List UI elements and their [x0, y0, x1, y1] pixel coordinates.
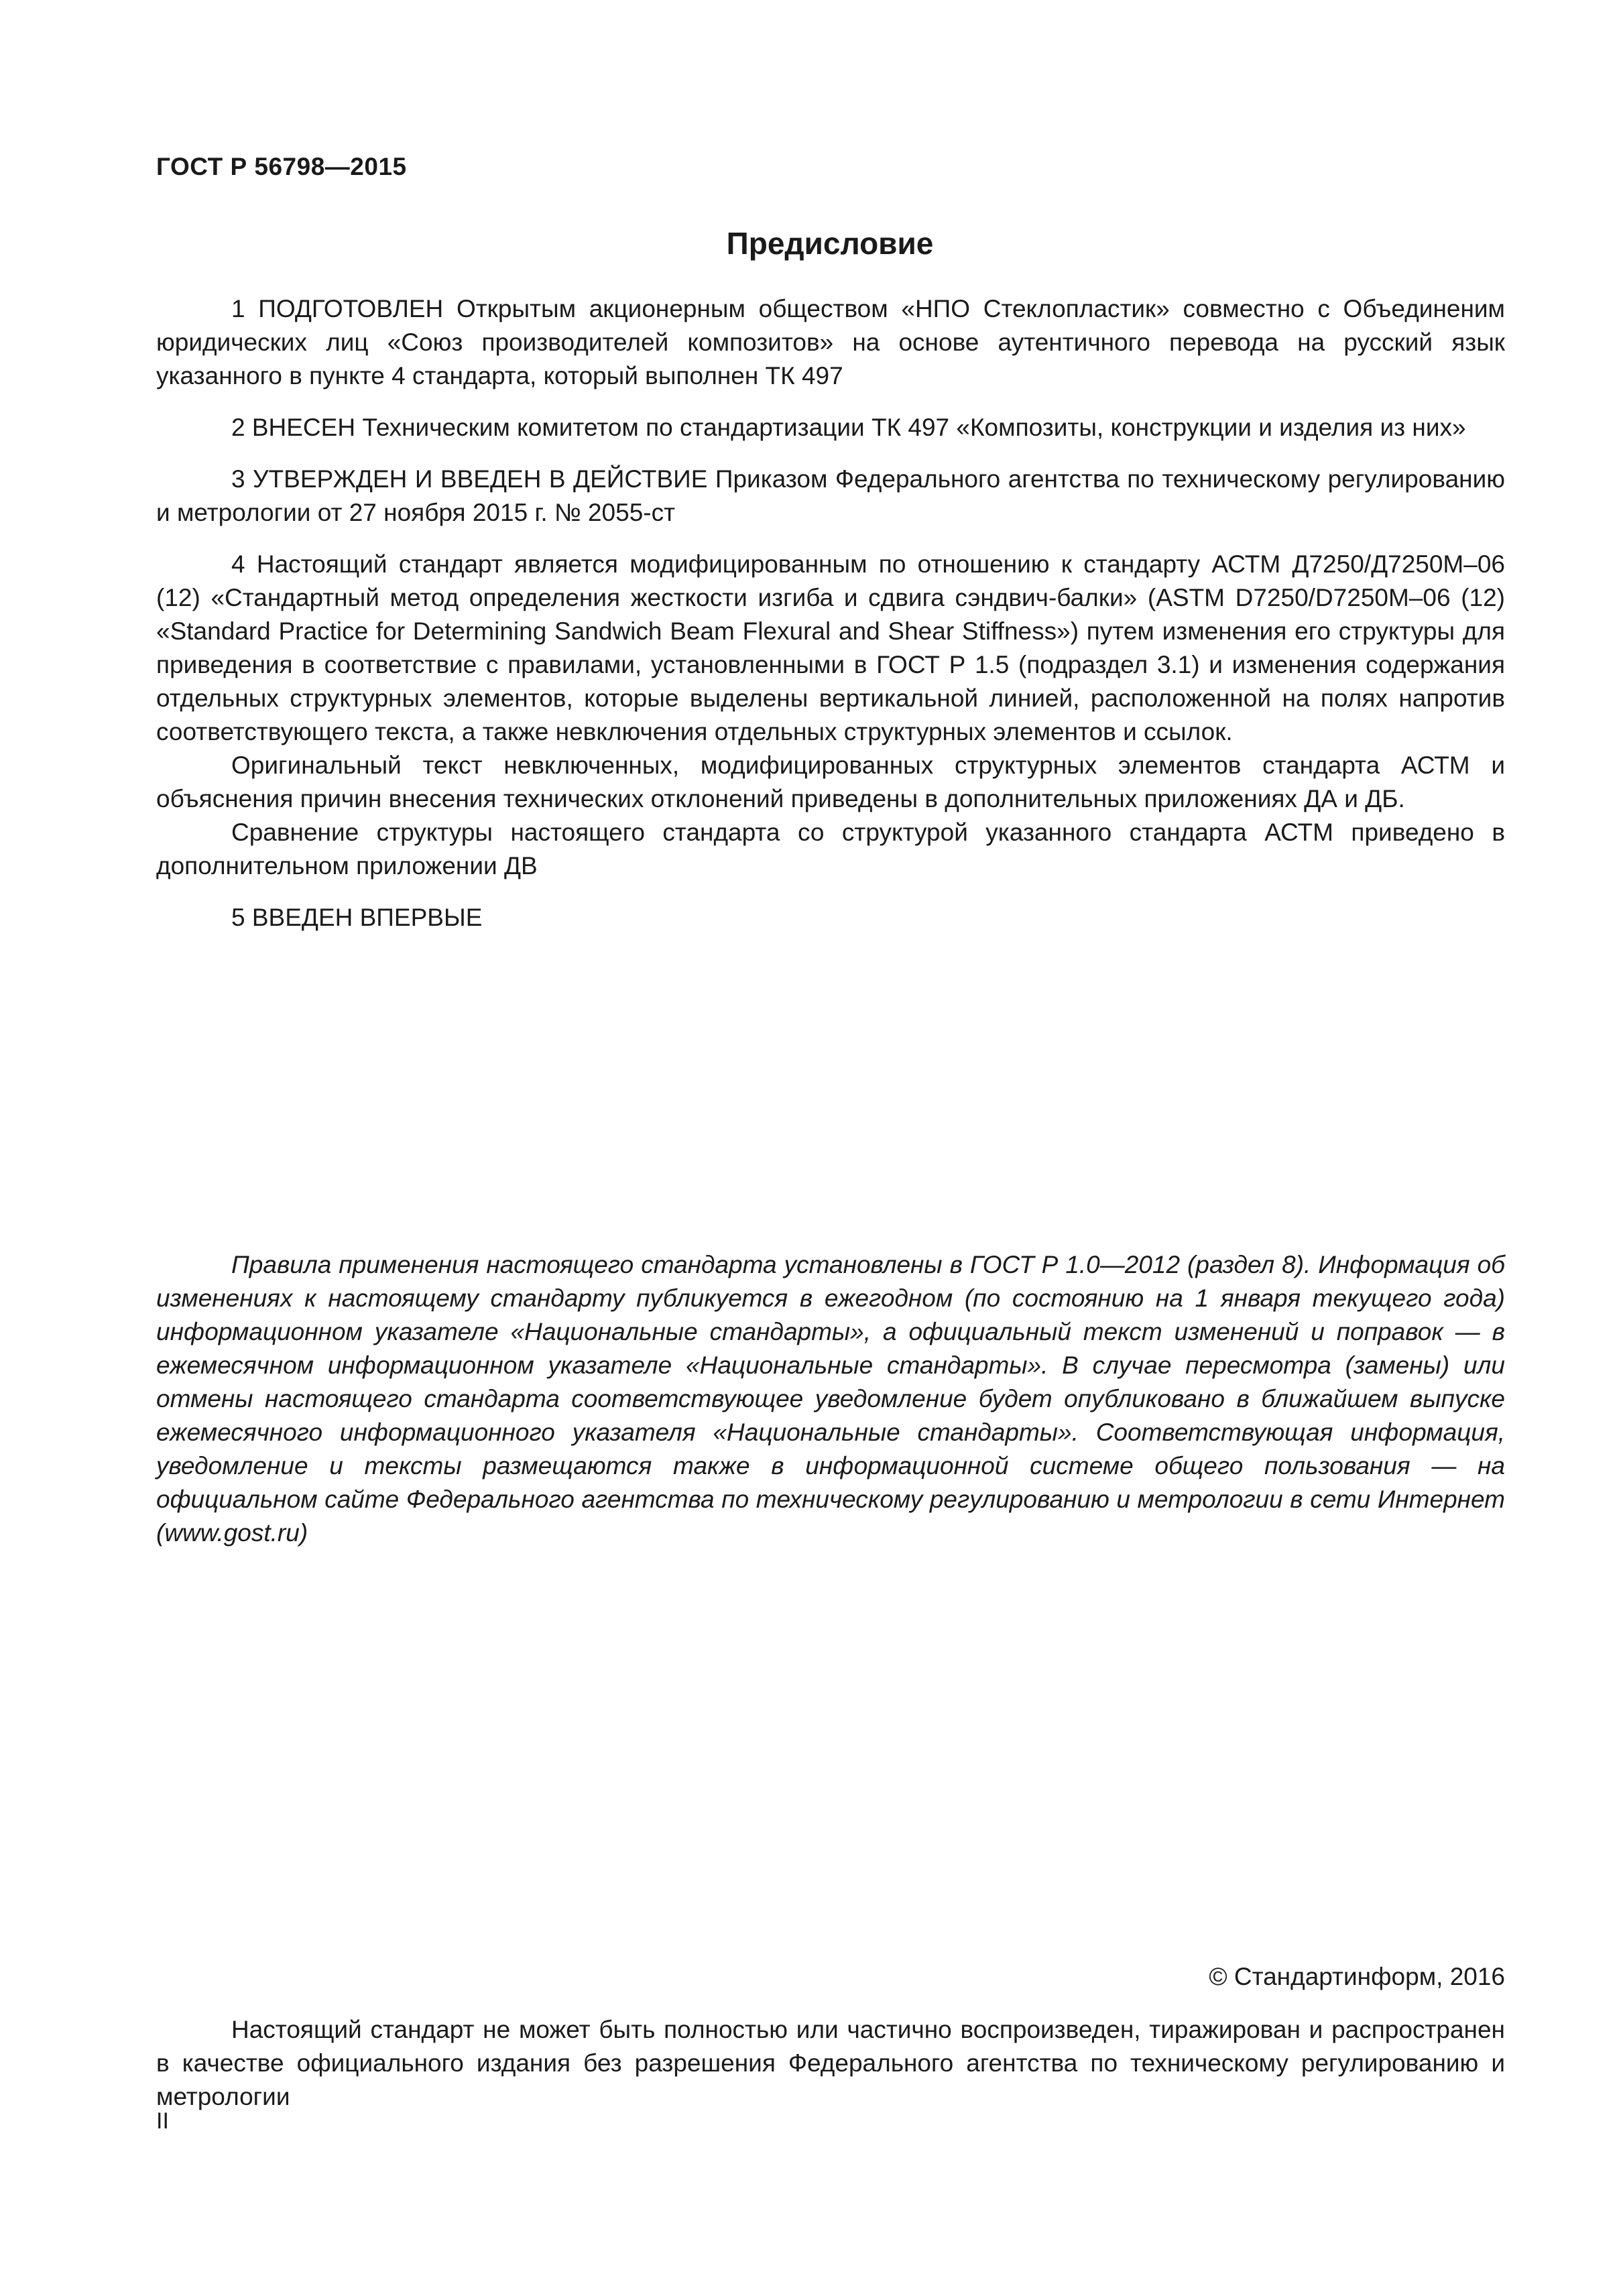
- preface-body: [156, 292, 1505, 934]
- preface-title: Предисловие: [726, 226, 934, 261]
- copyright-line: © Стандартинформ, 2016: [1209, 1963, 1505, 1990]
- rules-notice: [156, 1248, 1505, 1550]
- rules-notice-text: Правила применения настоящего стандарта установлены в ГОСТ Р 1.0—2012 (раздел 8). Информация об изменениях к настоящему стандарту публикуется в ежегодном (по состоянию на 1 января текущего года) информационном указателе «Национальные стандарты», а официальный текст изменений и поправок — в ежемесячном информационном указателе «Национальные стандарты». В случае пересмотра (замены) или отмены настоящего стандарта соответствующее уведомление будет опубликовано в ближайшем выпуске ежемесячного информационного указателя «Национальные стандарты». Соответствующая информация, уведомление и тексты размещаются также в информационной системе общего пользования — на официальном сайте Федерального агентства по техническому регулированию и метрологии в сети Интернет (www.gost.ru): [156, 1251, 1505, 1547]
- preface-item-4-structure-comparison: Сравнение структуры настоящего стандарта со структурой указанного стандарта АСТМ приведено в дополнительном приложении ДВ: [156, 819, 1505, 880]
- preface-item-4-original-text: Оригинальный текст невключенных, модифицированных структурных элементов стандарта АСТМ и объяснения причин внесения технических отклонений приведены в дополнительных приложениях ДА и ДБ.: [156, 751, 1505, 812]
- reproduction-notice: [156, 2013, 1505, 2114]
- document-code: ГОСТ Р 56798—2015: [156, 153, 407, 180]
- preface-item-5: 5 ВВЕДЕН ВПЕРВЫЕ: [231, 904, 483, 931]
- preface-item-2: 2 ВНЕСЕН Техническим комитетом по стандартизации ТК 497 «Композиты, конструкции и изделия из них»: [231, 414, 1466, 441]
- page-number: II: [156, 2108, 169, 2134]
- preface-item-4: 4 Настоящий стандарт является модифицированным по отношению к стандарту АСТМ Д7250/Д7250М–06 (12) «Стандартный метод определения жесткости изгиба и сдвига сэндвич-балки» (ASTM D7250/D7250M–06 (12) «Standard Practice for Determining Sandwich Beam Flexural and Shear Stiffness») путем изменения его структуры для приведения в соответствие с правилами, установленными в ГОСТ Р 1.5 (подраздел 3.1) и изменения содержания отдельных структурных элементов, которые выделены вертикальной линией, расположенной на полях напротив соответствующего текста, а также невключения отдельных структурных элементов и ссылок.: [156, 550, 1505, 745]
- preface-item-1: 1 ПОДГОТОВЛЕН Открытым акционерным обществом «НПО Стеклопластик» совместно с Объединеним юридических лиц «Союз производителей композитов» на основе аутентичного перевода на русский язык указанного в пункте 4 стандарта, который выполнен ТК 497: [156, 295, 1505, 389]
- reproduction-notice-text: Настоящий стандарт не может быть полностью или частично воспроизведен, тиражирован и распространен в качестве официального издания без разрешения Федерального агентства по техническому регулированию и метрологии: [156, 2016, 1505, 2110]
- preface-item-3: 3 УТВЕРЖДЕН И ВВЕДЕН В ДЕЙСТВИЕ Приказом Федерального агентства по техническому регулированию и метрологии от 27 ноября 2015 г. № 2055-ст: [156, 465, 1505, 526]
